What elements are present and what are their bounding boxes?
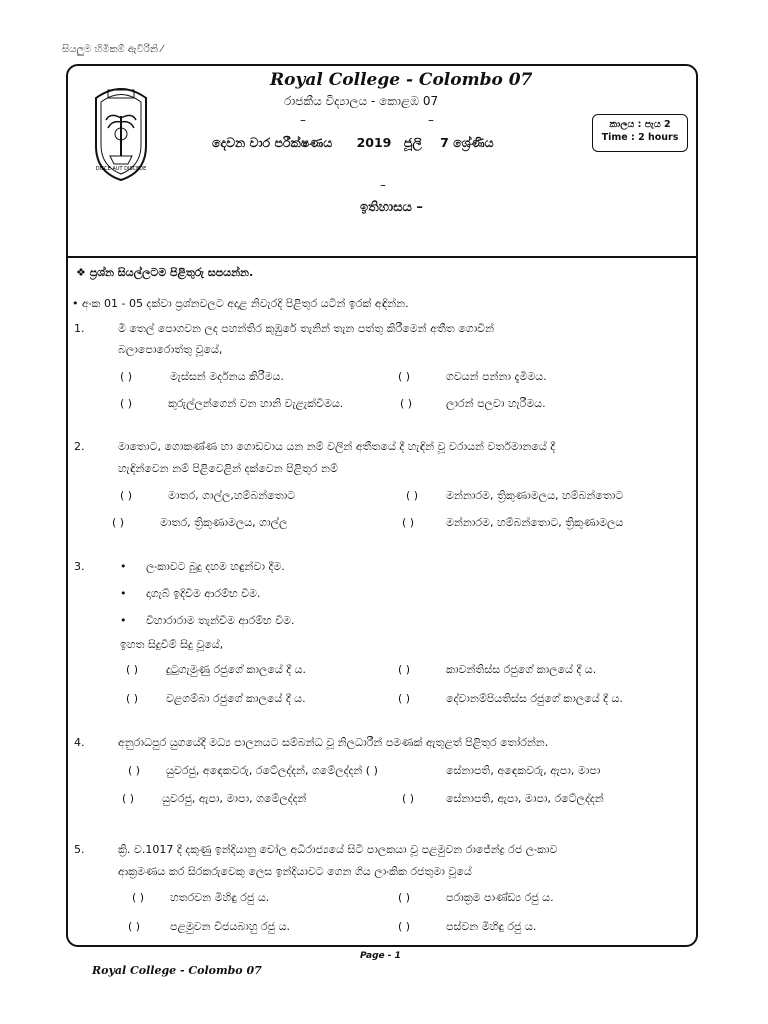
exam-title <box>212 135 494 151</box>
option-bracket[interactable]: ( ) <box>120 397 133 410</box>
question-text: ක්‍රි. ව.1017 දී දකුණු ඉන්දියානු චෝල අධිරාජ්‍යයේ සිටි පාලකයා වූ පළමුවන රාජේන්ද්‍ර රජ ලංකාව <box>118 843 558 856</box>
time-english: Time : 2 hours <box>601 132 679 143</box>
option-text: මන්නාරම, හම්බන්තොට, ත්‍රිකුණාමලය <box>446 516 624 529</box>
subject-title: ඉතිහාසය – <box>360 200 423 215</box>
option-text: ගවයන් පන්නා දැමීමය. <box>446 370 547 383</box>
question-text: ආක්‍රමණය කර සිරකරුවෙකු ලෙස ඉන්දියාවට ගෙන ගිය ලාංකික රජතුමා වූයේ <box>118 865 472 878</box>
option-text: පස්වන මිහිඳු රජු ය. <box>446 920 537 933</box>
time-box <box>592 114 688 152</box>
option-bracket[interactable]: ( ) <box>120 489 133 502</box>
option-bracket[interactable]: ( ) <box>126 692 139 705</box>
option-bracket[interactable]: ( ) <box>126 663 139 676</box>
school-sinhala-name: රාජකීය විද්‍යාලය - කොළඹ 07 <box>284 94 439 108</box>
question-number: 4. <box>74 736 85 749</box>
header-frame <box>66 64 698 947</box>
option-text: යුවරජු, අඳෙකවරු, රටේලද්දන්, ගමේලද්දන් ( ) <box>166 764 378 777</box>
exam-month: ජූලි <box>403 135 422 150</box>
option-text: මාතර, ත්‍රිකුණාමලය, ගාල්ල <box>160 516 288 529</box>
option-text: දුටුගැමුණු රජුගේ කාලයේ දී ය. <box>166 663 307 676</box>
option-text: සේනාපති, අඳෙකවරු, ඇපා, මාපා <box>446 764 601 777</box>
footer-school-title: Royal College - Colombo 07 <box>92 964 262 977</box>
option-bracket[interactable]: ( ) <box>122 792 135 805</box>
question-text: දාගැබ් ඉදිවීම ආරම්භ වීම. <box>146 587 261 600</box>
option-text: කාවන්තිස්ස රජුගේ කාලයේ දී ය. <box>446 663 597 676</box>
dash-subject: – <box>380 178 386 192</box>
exam-name: දෙවන වාර පරීක්ෂණය <box>212 135 333 150</box>
option-text: යුවරජු, ඇපා, මාපා, ගමේලද්දන් <box>162 792 307 805</box>
option-text: මැස්සන් මර්දනය කිරීමය. <box>170 370 284 383</box>
option-text: පළමුවන විජයබාහු රජු ය. <box>170 920 290 933</box>
bullet-point: • <box>120 587 127 600</box>
time-sinhala: කාලය : පැය 2 <box>609 119 671 130</box>
question-text: මාතොට, ගොකණ්ණ හා ගොඩවාය යන නම් වලින් අතීතයේ දී හැඳින් වූ වරායන් වර්තමානයේ දී <box>118 440 556 453</box>
option-bracket[interactable]: ( ) <box>398 692 411 705</box>
question-text: ලංකාවට බුදු දහම හඳුන්වා දීම. <box>146 560 285 573</box>
option-bracket[interactable]: ( ) <box>128 920 141 933</box>
option-text: සේනාපති, ඇපා, මාපා, රටේලද්දන් <box>446 792 604 805</box>
school-crest-logo <box>88 76 154 184</box>
crest-motto: DISCE AUT DISCEDE <box>95 166 147 172</box>
option-text: වළගම්බා රජුගේ කාලයේ දී ය. <box>166 692 306 705</box>
page-number: Page - 1 <box>360 951 401 961</box>
question-text: විහාරාරාම තැන්වීම ආරම්භ වීම. <box>146 614 295 627</box>
question-text: හැඳින්වෙන නම් පිළිවෙළින් දක්වෙන පිළිතුර නම් <box>118 462 338 475</box>
question-text: අනුරාධපුර යුගයේදී මධ්‍ය පාලනයට සම්බන්ධ වූ නිලධාරීන් පමණක් ඇතුළත් පිළිතුර තෝරන්න. <box>118 736 549 749</box>
dash-left: – <box>300 113 306 127</box>
option-bracket[interactable]: ( ) <box>400 397 413 410</box>
school-title: Royal College - Colombo 07 <box>270 70 533 90</box>
option-text: කුරුල්ලන්ගෙන් වන හානි වැළැක්වීමය. <box>168 397 344 410</box>
exam-year: 2019 <box>356 135 392 150</box>
option-text: දේවානම්පියතිස්ස රජුගේ කාලයේ දී ය. <box>446 692 623 705</box>
option-text: මන්නාරම, ත්‍රිකුණාමලය, හම්බන්තොට <box>446 489 624 502</box>
option-text: ලාරන් පලවා හැරීමය. <box>446 397 546 410</box>
option-bracket[interactable]: ( ) <box>112 516 125 529</box>
option-bracket[interactable]: ( ) <box>402 792 415 805</box>
question-text: මී තෙල් පොගවන ලද පහන්තිර කුඹුරේ තැනින් තැන පත්තු කිරීමෙන් අතීත ගොවීන් <box>118 322 495 335</box>
option-bracket[interactable]: ( ) <box>406 489 419 502</box>
instruction: ❖ ප්‍රශ්න සියල්ලටම පිළිතුරු සපයන්න. <box>76 266 254 279</box>
option-bracket[interactable]: ( ) <box>120 370 133 383</box>
exam-grade: 7 ශ්‍රේණිය <box>440 135 494 150</box>
option-text: මාතර, ගාල්ල,හම්බන්තොට <box>168 489 296 502</box>
option-bracket[interactable]: ( ) <box>132 891 145 904</box>
question-number: 1. <box>74 322 85 335</box>
bullet-point: • <box>120 560 127 573</box>
question-text: බලාපොරොත්තු වූයේ, <box>118 343 223 356</box>
question-text: ඉහත සිදුවීම් සිදු වූයේ, <box>120 638 224 651</box>
bullet-point: • <box>120 614 127 627</box>
question-number: 5. <box>74 843 85 856</box>
copyright-note: සියලුම හිමිකම් ඇවිරිනි ⁄ <box>62 44 163 55</box>
option-bracket[interactable]: ( ) <box>398 920 411 933</box>
option-text: පරාක්‍රම පාණ්ඩ්‍ය රජු ය. <box>446 891 554 904</box>
option-bracket[interactable]: ( ) <box>398 663 411 676</box>
header-divider <box>66 256 698 258</box>
option-bracket[interactable]: ( ) <box>398 370 411 383</box>
sub-instruction: • අංක 01 - 05 දක්වා ප්‍රශ්නවලට අදාළ නිවැරදි පිළිතුර යටින් ඉරක් අඳින්න. <box>72 297 409 310</box>
option-bracket[interactable]: ( ) <box>398 891 411 904</box>
question-number: 2. <box>74 440 85 453</box>
option-bracket[interactable]: ( ) <box>402 516 415 529</box>
question-number: 3. <box>74 560 85 573</box>
option-bracket[interactable]: ( ) <box>128 764 141 777</box>
dash-right: – <box>428 113 434 127</box>
option-text: හතරවන මිහිඳු රජු ය. <box>170 891 270 904</box>
